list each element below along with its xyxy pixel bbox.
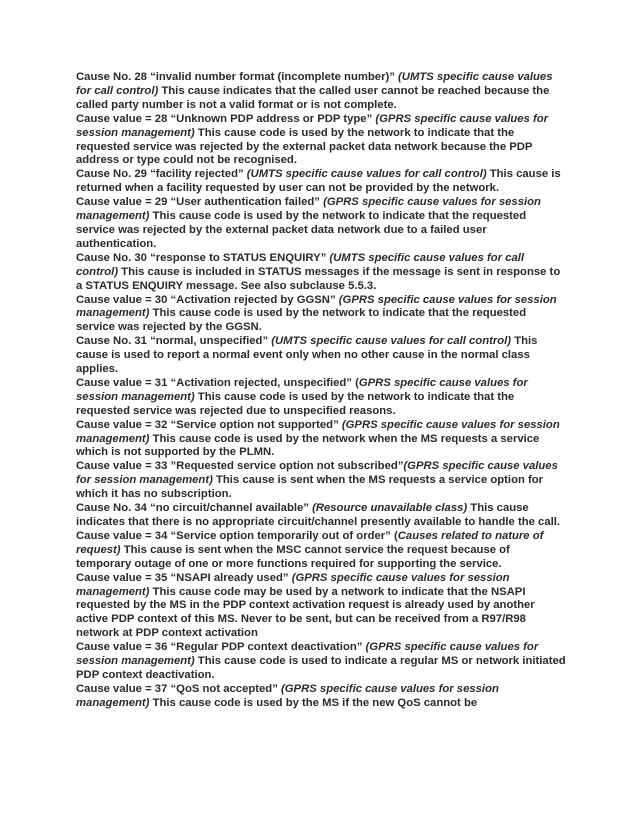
cause-paragraph	[76, 641, 566, 683]
cause-paragraph	[76, 502, 566, 530]
cause-paragraph	[76, 419, 566, 461]
cause-paragraph	[76, 335, 566, 377]
cause-description: This cause code is used by the MS if the new QoS cannot be	[149, 696, 478, 709]
cause-category: (UMTS specific cause values for call control)	[271, 335, 512, 348]
cause-description: This cause code is used by the network to indicate that the requested service was rejected due to unspecified reasons.	[76, 390, 515, 417]
cause-heading: Cause value = 36 “Regular PDP context deactivation”	[76, 641, 366, 654]
cause-heading: Cause value = 33 ”Requested service option not subscribed”	[76, 460, 404, 473]
cause-description: This cause is used to report a normal event only when no other cause in the normal class applies.	[76, 335, 538, 376]
cause-paragraph	[76, 196, 566, 252]
cause-paragraph	[76, 530, 566, 572]
cause-description: This cause code is used by the network when the MS requests a service which is not supported by the PLMN.	[76, 432, 540, 459]
cause-category: (GPRS specific cause values for session management)	[76, 460, 558, 487]
cause-category: (GPRS specific cause values for session management)	[76, 571, 510, 598]
cause-heading: Cause No. 34 “no circuit/channel available”	[76, 502, 313, 515]
cause-paragraph	[76, 168, 566, 196]
cause-description: This cause code is used by the network to indicate that the requested service was rejected by the GGSN.	[76, 307, 527, 334]
cause-heading: Cause value = 32 “Service option not supported”	[76, 418, 342, 431]
cause-category: (Resource unavailable class)	[312, 502, 468, 515]
cause-paragraph	[76, 572, 566, 642]
cause-paragraph	[76, 71, 566, 113]
cause-description: This cause indicates that the called user cannot be reached because the called party number is not a valid format or is not complete.	[76, 84, 550, 111]
cause-heading: Cause value = 28 “Unknown PDP address or PDP type”	[76, 112, 376, 125]
cause-description: This cause is sent when the MSC cannot service the request because of temporary outage of one or more functions required for supporting the service.	[76, 543, 510, 570]
cause-heading: Cause No. 28 “invalid number format (incomplete number)”	[76, 71, 399, 83]
cause-heading: Cause No. 29 “facility rejected”	[76, 168, 247, 181]
cause-category: GPRS specific cause values for session management)	[76, 376, 528, 403]
cause-description: This cause is included in STATUS messages if the message is sent in response to a STATUS ENQUIRY message. See also subclause 5.5.3.	[76, 265, 561, 292]
cause-category: (GPRS specific cause values for session management)	[76, 641, 539, 668]
cause-heading: Cause value = 37 “QoS not accepted”	[76, 682, 281, 695]
cause-description: This cause is returned when a facility requested by user can not be provided by the network.	[76, 168, 561, 195]
cause-description: This cause code is used by the network to indicate that the requested service was rejected by the external packet data network due to a failed user authentication.	[76, 210, 527, 250]
cause-category: (UMTS specific cause values for call control)	[76, 71, 553, 97]
cause-paragraph	[76, 460, 566, 502]
cause-heading: Cause No. 31 “normal, unspecified”	[76, 335, 272, 348]
cause-paragraph	[76, 294, 566, 336]
cause-category: (GPRS specific cause values for session management)	[76, 196, 541, 223]
cause-description: This cause code may be used by a network to indicate that the NSAPI requested by the MS in the PDP context activation request is already used by another active PDP context of this MS. Never to be sent, but can be received from a R97/R98 network at PDP context activation	[76, 585, 535, 640]
cause-description: This cause code is used by the network to indicate that the requested service was rejected by the external packet data network because the PDP address or type could not be recognised.	[76, 126, 533, 167]
cause-heading: Cause value = 34 “Service option temporarily out of order” (	[76, 529, 398, 542]
cause-category: (UMTS specific cause values for call control)	[76, 251, 525, 278]
cause-heading: Cause value = 29 “User authentication failed”	[76, 196, 324, 209]
cause-category: (GPRS specific cause values for session management)	[76, 112, 549, 139]
cause-heading: Cause No. 30 “response to STATUS ENQUIRY”	[76, 251, 330, 264]
cause-category: (GPRS specific cause values for session management)	[76, 293, 557, 320]
cause-heading: Cause value = 31 “Activation rejected, unspecified” (	[76, 376, 359, 389]
cause-description: This cause is sent when the MS requests a service option for which it has no subscription.	[76, 474, 544, 501]
cause-heading: Cause value = 35 “NSAPI already used”	[76, 571, 292, 584]
document-body	[76, 71, 566, 711]
cause-description: This cause indicates that there is no appropriate circuit/channel presently available to handle the call.	[76, 502, 561, 528]
cause-paragraph	[76, 683, 566, 711]
cause-paragraph	[76, 113, 566, 169]
cause-category: Causes related to nature of request)	[76, 529, 544, 556]
cause-paragraph	[76, 252, 566, 294]
cause-category: (UMTS specific cause values for call control)	[246, 168, 487, 181]
cause-description: This cause code is used to indicate a regular MS or network initiated PDP context deactivation.	[76, 655, 566, 681]
cause-category: (GPRS specific cause values for session management)	[76, 682, 499, 709]
cause-paragraph	[76, 377, 566, 419]
cause-category: (GPRS specific cause values for session management)	[76, 418, 560, 445]
cause-heading: Cause value = 30 “Activation rejected by GGSN”	[76, 293, 339, 306]
